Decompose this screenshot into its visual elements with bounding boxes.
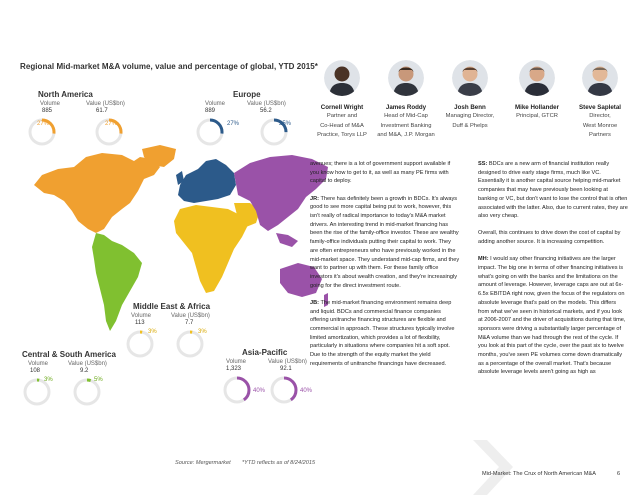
value-label: Value (US$bn) xyxy=(68,361,107,367)
panelist xyxy=(438,60,502,130)
paragraph: SS: BDCs are a new arm of financial institution really designed to drive early stage firms, much like VC. Essentially it is another capital source helping mid-market companies that may have previously been looking at banking or VC, but don't want to lose the control that is often associated with the latter. Also, due to current rates, they are also very cheap. xyxy=(478,161,628,220)
speaker-initials: MH: xyxy=(478,256,489,263)
article-column-2 xyxy=(478,160,628,386)
panelist-title-line: Partners xyxy=(589,132,611,138)
region-title: Central & South America xyxy=(22,350,116,359)
value-pct: 25% xyxy=(279,121,292,127)
region-north-america xyxy=(20,90,150,145)
volume-pct: 27% xyxy=(37,121,50,127)
region-middle-east-africa xyxy=(125,302,235,357)
source-note: Source: Mergermarket xyxy=(175,460,231,466)
volume-value: 108 xyxy=(30,368,41,374)
region-title: Europe xyxy=(233,90,261,99)
panelist xyxy=(310,60,374,140)
panelist-title-line: Co-Head of M&A xyxy=(320,122,364,129)
value-label: Value (US$bn) xyxy=(86,101,125,107)
volume-donut xyxy=(195,117,225,147)
region-title: Middle East & Africa xyxy=(133,302,211,311)
panelist-title-line: Investment Banking xyxy=(380,122,432,129)
panelist-title-line: Partner and xyxy=(326,113,358,119)
panelist-title-line: Head of Mid-Cap xyxy=(384,113,428,119)
volume-label: Volume xyxy=(131,313,152,319)
value-value: 9.2 xyxy=(80,368,89,374)
volume-donut xyxy=(222,375,252,405)
region-title: North America xyxy=(38,90,93,99)
chevron-right-icon xyxy=(465,440,525,495)
region-title: Asia-Pacific xyxy=(242,348,288,357)
volume-label: Volume xyxy=(40,101,61,107)
value-pct: 3% xyxy=(198,329,207,335)
panelist-title-line: Duff & Phelps xyxy=(452,122,488,129)
panelist-name: Cornell Wright xyxy=(320,104,364,111)
paragraph: avenues; there is a lot of government support available if you know how to get to it, as well as many PE firms with capital to deploy. xyxy=(310,161,451,185)
speaker-initials: SS: xyxy=(478,161,488,167)
paragraph: JR: There has definitely been a growth in BDCs. It's always good to see more capital being put to work, however, this isn't really of radical importance to today's M&A market drivers. An interesting trend in mid-market financing has been the rise of the family-office investor. These are wealthy family-office individuals putting their capital to work. They are often entrepreneurs who have previously worked in the mid-market space. They understand mid-cap firms, and they want to partner up with them. For these family office investors it's about wealth creation, and they're increasingly going for the direct investment route. xyxy=(310,195,460,289)
panelist xyxy=(374,60,438,140)
volume-pct: 27% xyxy=(227,121,240,127)
chart-title: Regional Mid-market M&A volume, value and percentage of global, YTD 2015* xyxy=(20,62,318,71)
region-europe xyxy=(195,90,325,145)
panelist-title-line: Managing Director, xyxy=(445,113,495,119)
article-column-1 xyxy=(310,160,460,377)
value-label: Value (US$bn) xyxy=(171,313,210,319)
paragraph: Overall, this continues to drive down the cost of capital by adding another source. It is increasing competition. xyxy=(478,230,621,246)
volume-pct: 3% xyxy=(44,377,53,383)
paragraph: MH: I would say other financing initiatives are the larger impact. The big one in terms of other financing initiatives is what's going on with the banks and the limitations on the amount of leverage. However, leverage caps are out at 6x-6.5x EBITDA right now, given the focus of the regulators on absolute leverage that's paid on the models. This differs from what we've seen in historical markets, and if you look at 2006-2007 and the driver of acquisitions during that time, sponsors were driving a substantially larger percentage of M&A volume than we had through the rest of the cycle. If you look at this part of the cycle, over the past six to twelve months, you've seen PE volumes come down dramatically as a percentage of the overall market. That's because absolute leverage levels aren't going as high as xyxy=(478,256,626,376)
panelist xyxy=(568,60,632,140)
panelist-title-line: Principal, GTCR xyxy=(516,113,558,119)
map-north-america xyxy=(34,153,160,233)
panelist-name: Mike Hollander xyxy=(514,104,559,111)
panelist-title-line: Practice, Torys LLP xyxy=(317,132,367,138)
value-value: 61.7 xyxy=(96,108,108,114)
panelist-title-line: West Monroe xyxy=(582,122,618,129)
region-asia-pacific xyxy=(222,348,322,408)
volume-label: Volume xyxy=(28,361,49,367)
region-central-south-america xyxy=(22,350,142,405)
volume-label: Volume xyxy=(226,359,247,365)
footnote: *YTD reflects as of 8/24/2015 xyxy=(242,460,316,466)
footer-title: Mid-Market: The Crux of North American M&A xyxy=(482,471,596,477)
headshot-avatar xyxy=(519,60,555,96)
volume-pct: 40% xyxy=(253,388,266,394)
panelist xyxy=(505,60,569,121)
volume-value: 1,323 xyxy=(226,366,242,372)
panelists xyxy=(310,60,635,155)
value-pct: 5% xyxy=(94,377,103,383)
headshot-avatar xyxy=(388,60,424,96)
panelist-name: James Roddy xyxy=(385,104,427,111)
value-label: Value (US$bn) xyxy=(247,101,286,107)
value-pct: 40% xyxy=(300,388,313,394)
volume-value: 885 xyxy=(42,108,53,114)
panelist-title-line: Director, xyxy=(589,113,611,119)
headshot-avatar xyxy=(324,60,360,96)
volume-value: 113 xyxy=(135,320,145,326)
map-africa xyxy=(174,205,248,293)
headshot-avatar xyxy=(452,60,488,96)
panelist-title-line: and M&A, J.P. Morgan xyxy=(377,132,435,138)
volume-value: 889 xyxy=(205,108,216,114)
speaker-initials: JR: xyxy=(310,195,320,202)
value-value: 56.2 xyxy=(260,108,272,114)
page-number: 6 xyxy=(617,471,621,477)
headshot-avatar xyxy=(582,60,618,96)
map-europe xyxy=(178,159,236,203)
volume-label: Volume xyxy=(205,101,226,107)
value-value: 7.7 xyxy=(185,320,194,326)
paragraph: JB: The mid-market financing environment remains deep and liquid. BDCs and commercial finance companies offering unitranche financing structures are flexible and commercial in approach. These structures typically involve limited amortization, which provides a lot of flexibility, particularly in situations where companies hit a soft spot. Due to the strength of the equity market the yield requirements of unitranche financings have decreased. xyxy=(310,299,455,367)
volume-pct: 3% xyxy=(148,329,157,335)
panelist-name: Josh Benn xyxy=(454,104,486,111)
panelist-name: Steve Sapletal xyxy=(579,104,621,111)
value-donut xyxy=(269,375,299,405)
map-southeast-asia xyxy=(276,233,298,247)
value-value: 92.1 xyxy=(280,366,292,372)
value-pct: 27% xyxy=(105,121,118,127)
value-label: Value (US$bn) xyxy=(268,359,307,365)
speaker-initials: JB: xyxy=(310,299,320,306)
